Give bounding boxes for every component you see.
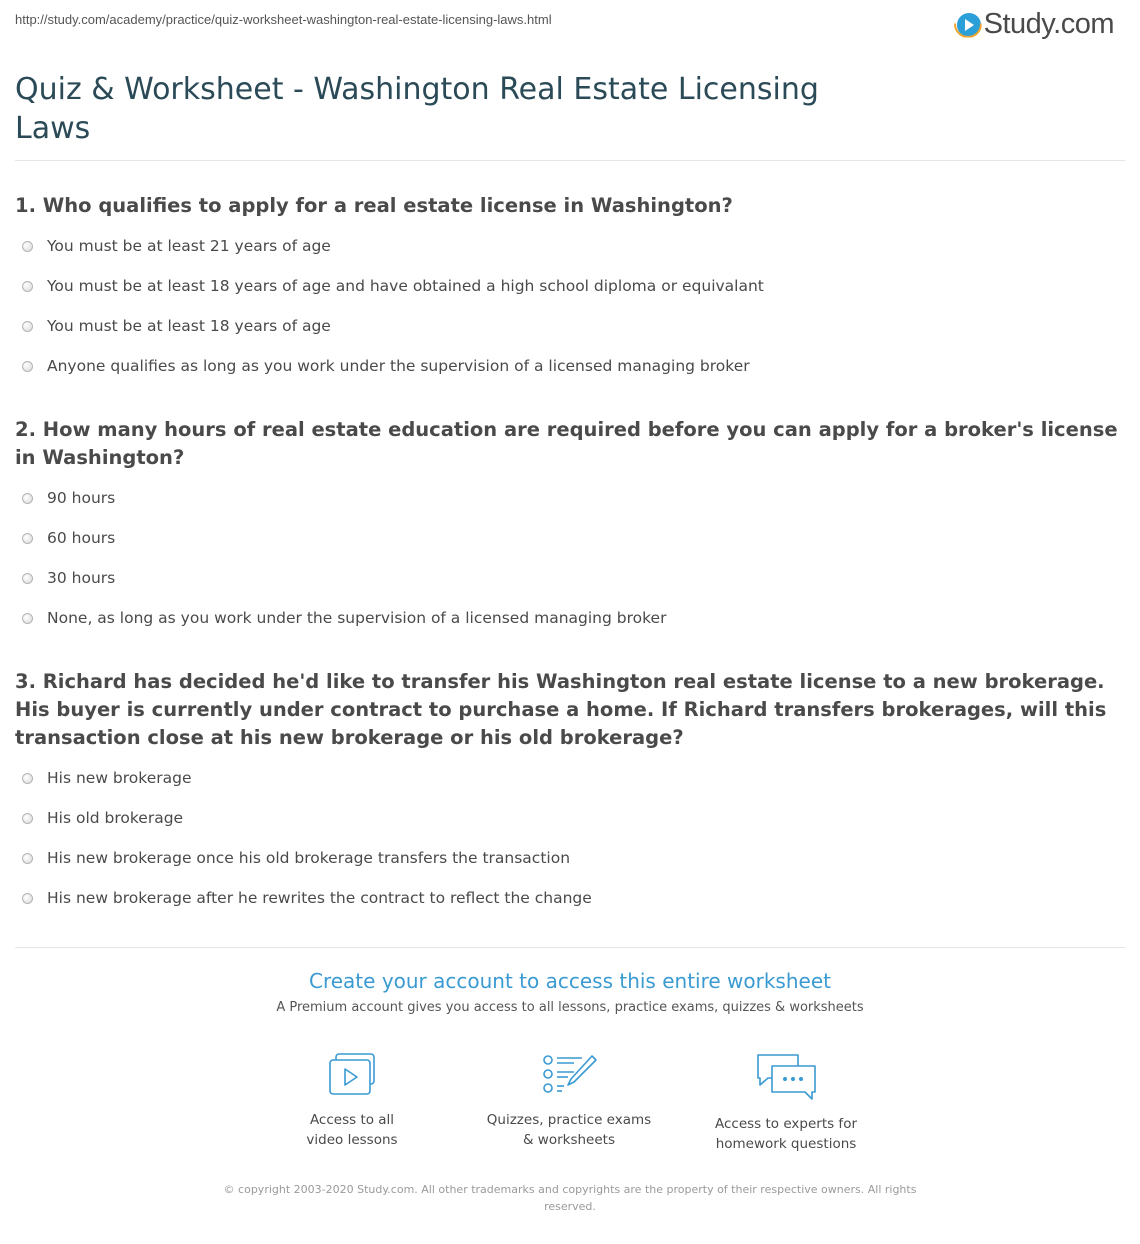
question-1-title: 1. Who qualifies to apply for a real estate license in Washington?: [15, 194, 733, 217]
question-1-option-4[interactable]: [22, 357, 750, 375]
radio-button[interactable]: [22, 773, 33, 784]
option-label: You must be at least 18 years of age and have obtained a high school diploma or equivalant: [47, 277, 764, 295]
study-logo[interactable]: [957, 8, 1114, 41]
feature-label-line2: & worksheets: [522, 1132, 615, 1148]
logo-text: Study.com: [983, 8, 1114, 40]
radio-button[interactable]: [22, 361, 33, 372]
question-2-option-3[interactable]: [22, 569, 115, 587]
radio-button[interactable]: [22, 281, 33, 292]
feature-video-lessons: [252, 1052, 452, 1150]
question-3-option-2[interactable]: [22, 809, 183, 827]
option-label: His old brokerage: [47, 809, 184, 827]
option-label: 60 hours: [47, 529, 116, 547]
video-lessons-icon: [326, 1052, 378, 1098]
radio-button[interactable]: [22, 533, 33, 544]
quiz-checklist-icon: [540, 1052, 598, 1098]
question-2-option-4[interactable]: [22, 609, 666, 627]
question-3-option-1[interactable]: [22, 769, 192, 787]
radio-button[interactable]: [22, 241, 33, 252]
question-1-option-1[interactable]: [22, 237, 331, 255]
feature-label-line1: Access to all: [309, 1112, 395, 1128]
play-circle-logo-icon: [957, 13, 981, 37]
option-label: His new brokerage after he rewrites the contract to reflect the change: [47, 889, 592, 907]
question-1-option-2[interactable]: [22, 277, 764, 295]
question-1-option-3[interactable]: [22, 317, 331, 335]
radio-button[interactable]: [22, 573, 33, 584]
radio-button[interactable]: [22, 493, 33, 504]
feature-quizzes: [469, 1052, 669, 1150]
option-label: Anyone qualifies as long as you work under the supervision of a licensed managing broker: [47, 357, 750, 375]
copyright-notice: © copyright 2003-2020 Study.com. All other trademarks and copyrights are the property of their respective owners. All rights reserved.: [223, 1183, 917, 1213]
radio-button[interactable]: [22, 893, 33, 904]
feature-label-line1: Quizzes, practice exams: [486, 1112, 652, 1128]
option-label: You must be at least 18 years of age: [47, 317, 331, 335]
divider: [15, 947, 1125, 948]
question-2-option-1[interactable]: [22, 489, 115, 507]
premium-description: A Premium account gives you access to all lessons, practice exams, quizzes & worksheets: [276, 1000, 864, 1015]
chat-bubbles-icon: [754, 1052, 818, 1102]
feature-experts: [686, 1052, 886, 1154]
radio-button[interactable]: [22, 813, 33, 824]
create-account-link[interactable]: Create your account to access this entire worksheet: [309, 969, 831, 993]
option-label: You must be at least 21 years of age: [47, 237, 331, 255]
question-2-title: 2. How many hours of real estate education are required before you can apply for a broker's license in Washington?: [15, 418, 1118, 469]
page-title: Quiz & Worksheet - Washington Real Estate Licensing Laws: [15, 72, 819, 146]
option-label: 30 hours: [47, 569, 116, 587]
question-3-title: 3. Richard has decided he'd like to transfer his Washington real estate license to a new brokerage. His buyer is currently under contract to purchase a home. If Richard transfers brokerages, will this transaction close at his new brokerage or his old brokerage?: [15, 670, 1107, 749]
feature-label-line1: Access to experts for: [714, 1116, 857, 1132]
question-3-option-4[interactable]: [22, 889, 592, 907]
question-3-option-3[interactable]: [22, 849, 570, 867]
option-label: His new brokerage: [47, 769, 192, 787]
radio-button[interactable]: [22, 613, 33, 624]
question-2-option-2[interactable]: [22, 529, 115, 547]
radio-button[interactable]: [22, 321, 33, 332]
feature-label-line2: video lessons: [306, 1132, 398, 1148]
option-label: None, as long as you work under the supervision of a licensed managing broker: [47, 609, 667, 627]
divider: [15, 160, 1125, 161]
option-label: His new brokerage once his old brokerage transfers the transaction: [47, 849, 571, 867]
feature-label-line2: homework questions: [715, 1136, 857, 1152]
radio-button[interactable]: [22, 853, 33, 864]
page-url: http://study.com/academy/practice/quiz-worksheet-washington-real-estate-licensing-laws.html: [15, 12, 552, 27]
option-label: 90 hours: [47, 489, 116, 507]
